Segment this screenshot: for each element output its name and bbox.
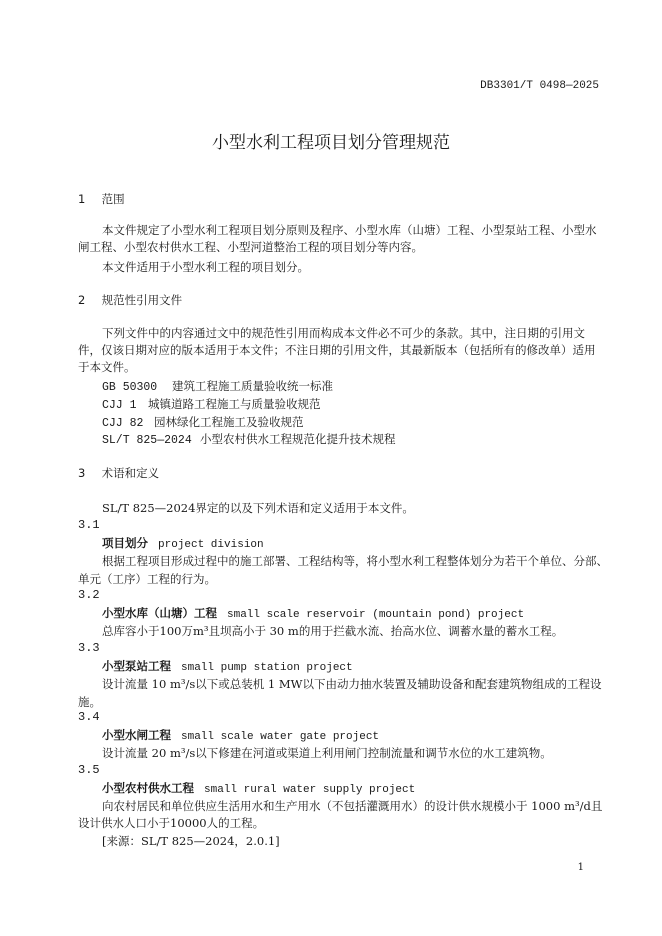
- scope-paragraph-1: 本文件规定了小型水利工程项目划分原则及程序、小型水库（山塘）工程、小型泵站工程、小型水闸工程、小型农村供水工程、小型河道整治工程的项目划分等内容。: [78, 223, 597, 254]
- reference-code: GB 50300: [102, 381, 158, 394]
- term-heading: [102, 658, 353, 674]
- term-number: 3.3: [78, 641, 100, 655]
- reference-code: SL/T 825—2024: [102, 434, 192, 447]
- term-definition-line: 向农村居民和单位供应生活用水和生产用水（不包括灌溉用水）的设计供水规模小于 1000 m³/d且: [102, 799, 603, 813]
- term-definition-line: 总库容小于100万m³且坝高小于 30 m的用于拦截水流、抬高水位、调蓄水量的蓄水工程。: [102, 624, 564, 638]
- term-definition-line: 单元（工序）工程的行为。: [78, 572, 216, 586]
- term-number: 3.4: [78, 710, 100, 724]
- reference-title: 城镇道路工程施工与质量验收规范: [148, 397, 321, 411]
- term-zh: 项目划分: [102, 536, 148, 550]
- term-zh: 小型泵站工程: [102, 659, 171, 673]
- term-number: 3.1: [78, 518, 100, 532]
- term-number: 3.2: [78, 588, 100, 602]
- term-zh: 小型农村供水工程: [102, 781, 194, 795]
- term-zh: 小型水库（山塘）工程: [102, 606, 217, 620]
- document-code: DB3301/T 0498—2025: [480, 80, 599, 92]
- reference-item: [102, 414, 304, 430]
- term-en: small scale reservoir (mountain pond) project: [227, 609, 525, 621]
- section-number: 3: [78, 466, 86, 480]
- reference-title: 小型农村供水工程规范化提升技术规程: [200, 432, 396, 446]
- term-definition-line: 施。: [78, 695, 101, 709]
- term-heading: [102, 727, 379, 743]
- term-definition-line: 设计流量 10 m³/s以下或总装机 1 MW以下由动力抽水装置及辅助设备和配套建筑物组成的工程设: [102, 677, 602, 691]
- term-en: small scale water gate project: [181, 731, 380, 743]
- section-title: 范围: [101, 192, 125, 206]
- section-number: 2: [78, 293, 86, 307]
- term-definition-line: 设计流量 20 m³/s以下修建在河道或渠道上利用闸门控制流量和调节水位的水工建筑物。: [102, 746, 552, 760]
- normative-paragraph: 下列文件中的内容通过文中的规范性引用而构成本文件必不可少的条款。其中，注日期的引用文件，仅该日期对应的版本适用于本文件；不注日期的引用文件，其最新版本（包括所有的修改单）适用于本文件。: [78, 326, 596, 374]
- reference-title: 园林绿化工程施工及验收规范: [154, 415, 304, 429]
- terms-intro: SL/T 825—2024界定的以及下列术语和定义适用于本文件。: [102, 501, 414, 515]
- term-heading: [102, 535, 264, 551]
- reference-item: [102, 378, 333, 394]
- reference-code: CJJ 1: [102, 399, 137, 412]
- section-heading-scope: [78, 191, 125, 207]
- page-number: 1: [577, 862, 584, 873]
- term-en: small pump station project: [181, 662, 353, 674]
- term-number: 3.5: [78, 763, 100, 777]
- term-en: small rural water supply project: [204, 784, 416, 796]
- scope-paragraph-2: 本文件适用于小型水利工程的项目划分。: [102, 260, 309, 274]
- section-heading-terms: [78, 465, 159, 481]
- reference-item: [102, 431, 396, 447]
- term-definition-line: 设计供水人口小于10000人的工程。: [78, 816, 265, 830]
- document-title: 小型水利工程项目划分管理规范: [212, 133, 450, 153]
- term-heading: [102, 780, 415, 796]
- term-heading: [102, 605, 524, 621]
- term-zh: 小型水闸工程: [102, 728, 171, 742]
- section-title: 规范性引用文件: [101, 293, 183, 307]
- term-en: project division: [158, 539, 264, 551]
- term-definition-line: 根据工程项目形成过程中的施工部署、工程结构等，将小型水利工程整体划分为若干个单位、分部、: [102, 554, 608, 568]
- reference-title: 建筑工程施工质量验收统一标准: [172, 379, 333, 393]
- reference-item: [102, 396, 321, 412]
- reference-code: CJJ 82: [102, 417, 144, 430]
- section-heading-normative: [78, 292, 182, 308]
- term-source: [来源：SL/T 825—2024，2.0.1]: [102, 834, 280, 848]
- section-title: 术语和定义: [101, 466, 160, 480]
- section-number: 1: [78, 192, 86, 206]
